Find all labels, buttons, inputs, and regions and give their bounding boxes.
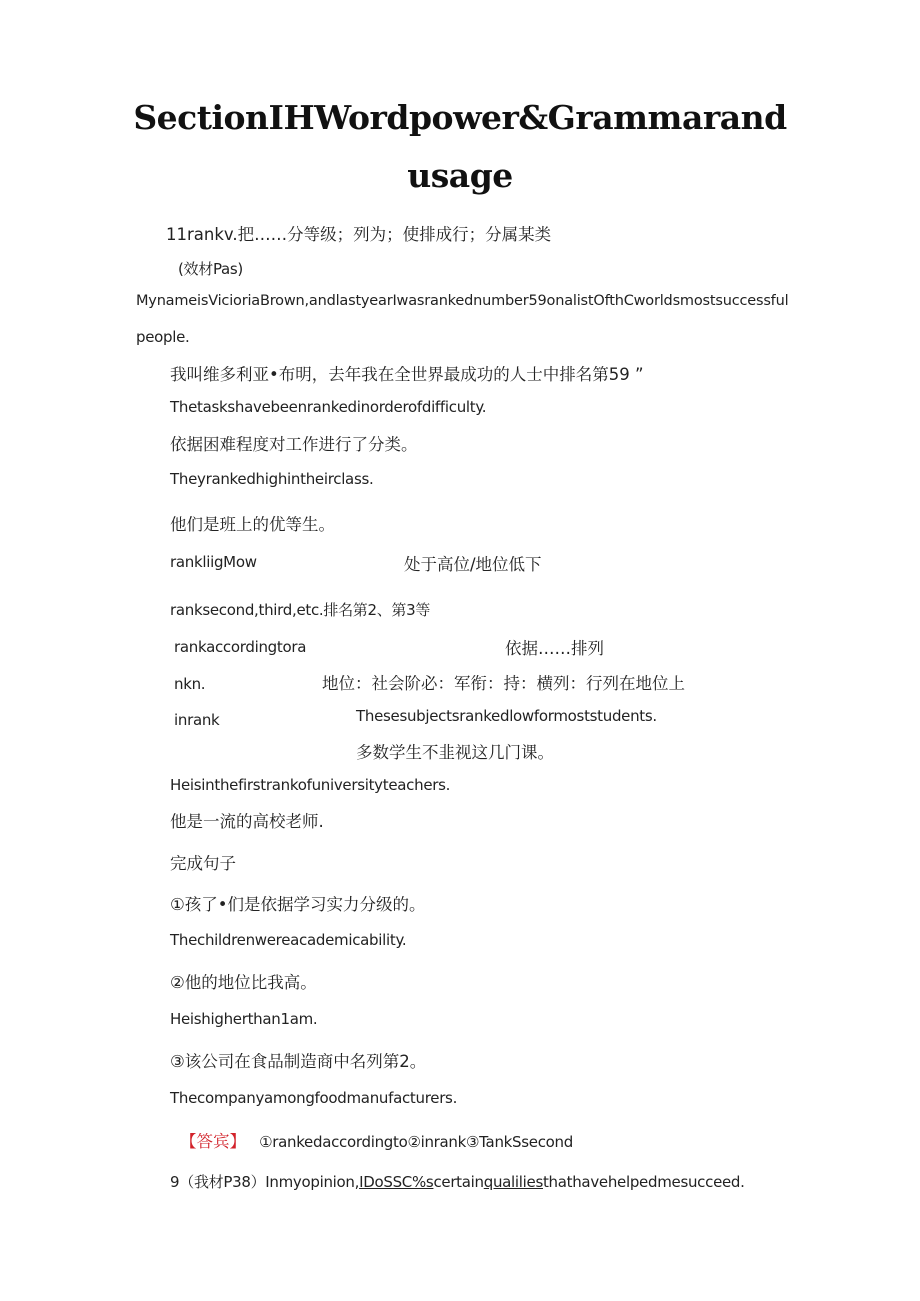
example-2-en: Thetaskshavebeenrankedinorderofdifficulty. bbox=[170, 398, 487, 416]
answer-line bbox=[180, 1128, 573, 1152]
entry-2-prefix: 9（我材P38）Inmyopinion, bbox=[170, 1173, 360, 1191]
exercise-heading: 完成句子 bbox=[170, 854, 236, 873]
entry-2-underlined-2: qualilies bbox=[483, 1173, 543, 1191]
example-3-zh: 他们是班上的优等生。 bbox=[170, 515, 335, 534]
exercise-q2-zh: ②他的地位比我高。 bbox=[170, 973, 317, 992]
entry-2-underlined-1: IDoSSC%s bbox=[359, 1173, 434, 1191]
example-2-zh: 依据困难程度对工作进行了分类。 bbox=[170, 435, 418, 454]
phrase-3-zh: 依据……排列 bbox=[505, 639, 604, 658]
entry-2-suffix: thathavehelpedmesucceed. bbox=[542, 1173, 745, 1191]
phrase-1-zh: 处于高位/地位低下 bbox=[404, 555, 542, 574]
entry-2-line bbox=[170, 1171, 745, 1192]
entry-heading: 11rankv.把……分等级；列为；使排成行；分属某类 bbox=[166, 225, 552, 244]
answer-text: ①rankedaccordingto②inrank③TankSsecond bbox=[259, 1133, 573, 1151]
exercise-q2-en: Heishigherthan1am. bbox=[170, 1010, 318, 1028]
exercise-q3-zh: ③该公司在食品制造商中名列第2。 bbox=[170, 1052, 427, 1071]
exercise-q1-en: Thechildrenwereacademicability. bbox=[170, 931, 407, 949]
phrase-2: ranksecond,third,etc.排名第2、第3等 bbox=[170, 601, 431, 619]
phrase-4-en: nkn. bbox=[174, 675, 206, 693]
source-note: (效材Pas) bbox=[178, 260, 243, 278]
entry-2-mid: certain bbox=[433, 1173, 484, 1191]
phrase-5-example-zh: 多数学生不韭视这几门课。 bbox=[356, 743, 554, 762]
example-1-zh: 我叫维多利亚•布明，去年我在全世界最成功的人士中排名第59 ” bbox=[170, 365, 644, 384]
example-6-zh: 他是一流的高校老师. bbox=[170, 812, 324, 831]
phrase-5-example-en: Thesesubjectsrankedlowformoststudents. bbox=[356, 707, 657, 725]
exercise-q3-en: Thecompanyamongfoodmanufacturers. bbox=[170, 1089, 458, 1107]
page-title-line2: usage bbox=[407, 156, 513, 195]
example-6-en: Heisinthefirstrankofuniversityteachers. bbox=[170, 776, 451, 794]
phrase-1-en: rankliigMow bbox=[170, 553, 257, 571]
answer-label: 【答宾】 bbox=[180, 1132, 246, 1151]
example-3-en: Theyrankedhighintheirclass. bbox=[170, 470, 374, 488]
phrase-4-zh: 地位：社会阶必：军衔：持：横列：行列在地位上 bbox=[322, 674, 685, 693]
page-title: SectionIHWordpower&Grammarand bbox=[133, 98, 787, 137]
exercise-q1-zh: ①孩了•们是依据学习实力分级的。 bbox=[170, 895, 426, 914]
phrase-3-en: rankaccordingtora bbox=[174, 638, 307, 656]
phrase-5-en: inrank bbox=[174, 711, 220, 729]
example-1-en-cont: people. bbox=[136, 328, 190, 346]
example-1-en: MynameisVicioriaBrown,andlastyearIwasrankednumber59onalistOfthCworldsmostsuccessful bbox=[136, 293, 789, 309]
